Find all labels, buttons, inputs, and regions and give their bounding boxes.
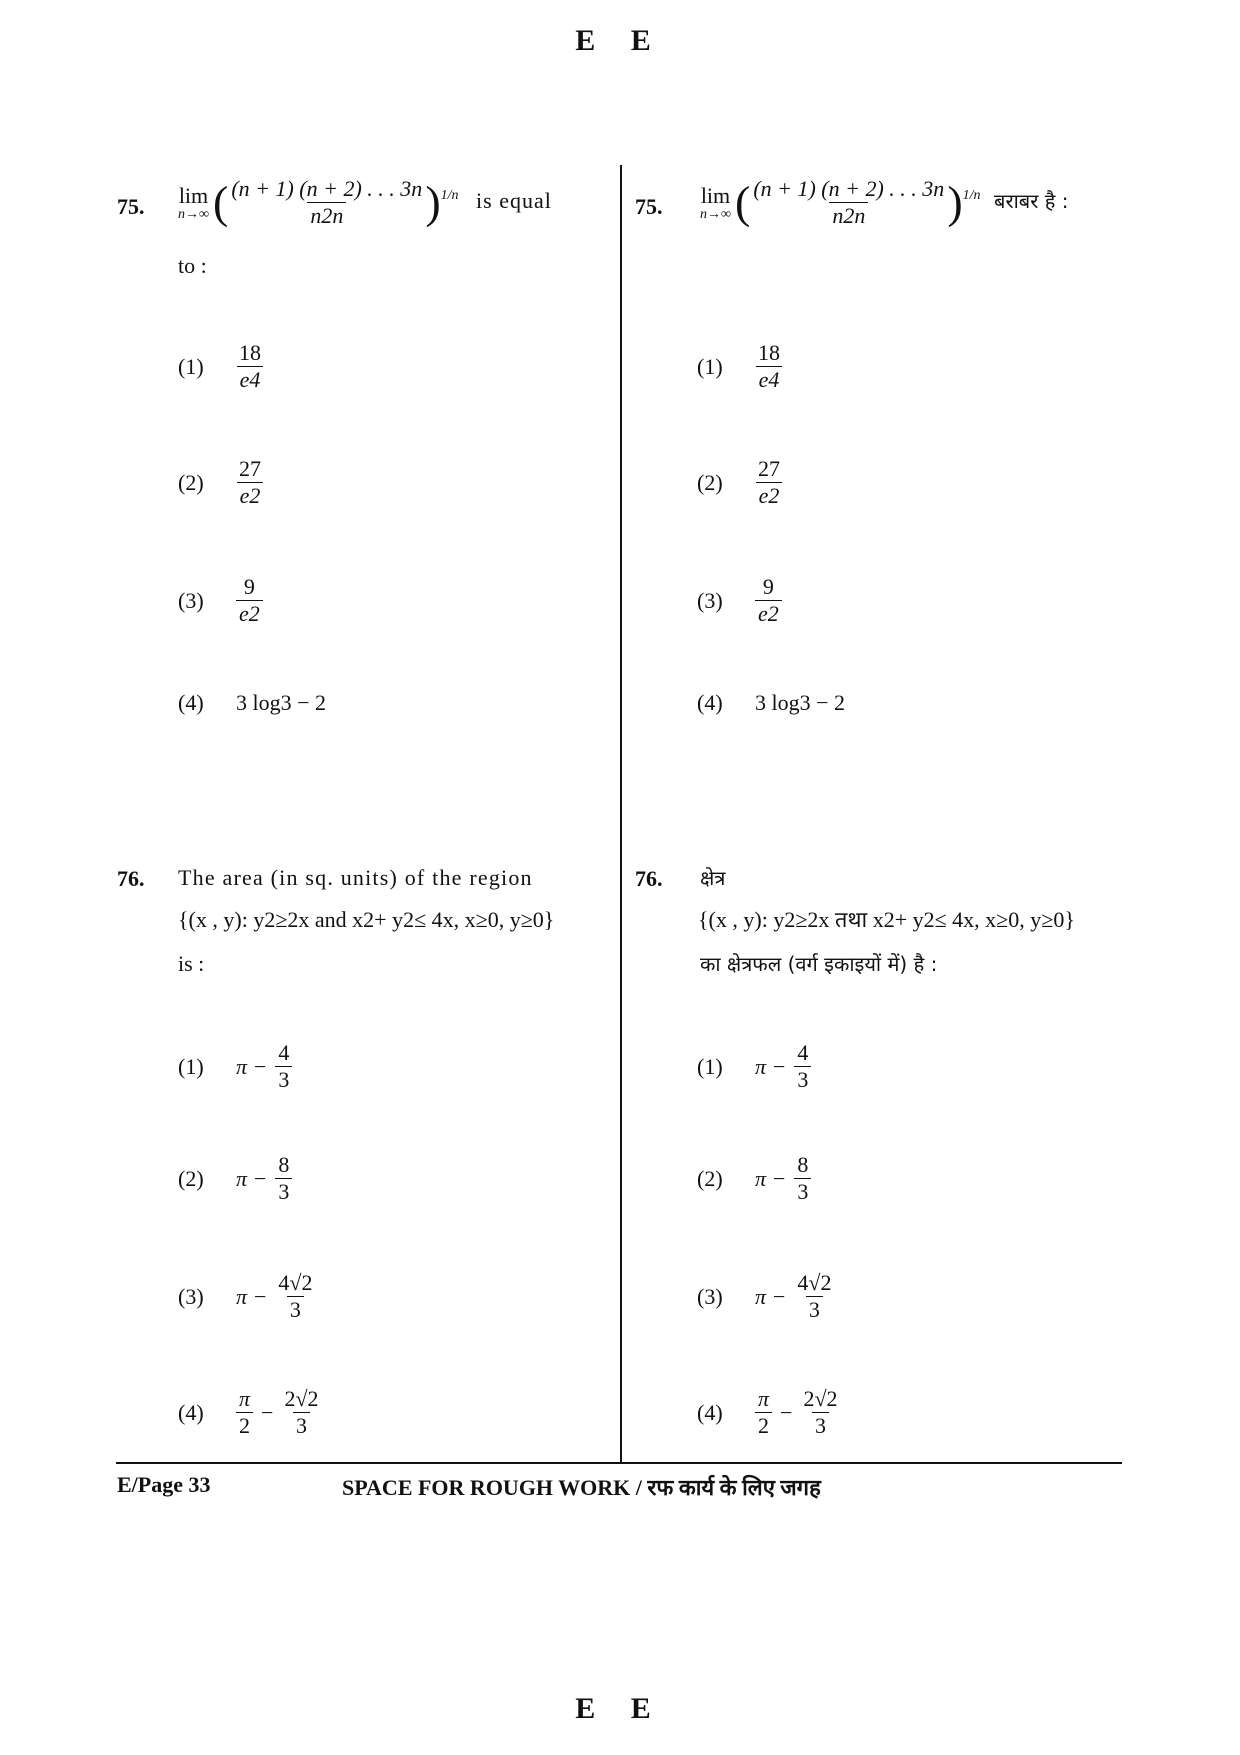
q75-stem-hi: lim n→∞ ( $\frac{(n + 1) (n + 2) . . . 3n}{n2n}$ )$^{1/n}$ बराबर है : xyxy=(700,176,1069,228)
q76-option-2-en[interactable]: (2) π − $\frac{8}{3}$ xyxy=(178,1152,292,1205)
q76-stem-en-line1: The area (in sq. units) of the region xyxy=(178,865,533,890)
page-number: E/Page 33 xyxy=(117,1472,211,1497)
q75-option-1-hi[interactable]: (1) $\frac{18}{e4}$ xyxy=(697,340,783,393)
limit-fraction: $\frac{(n + 1) (n + 2) . . . 3n}{n2n}$ xyxy=(231,176,423,228)
q75-stem-en-cont: to : xyxy=(178,253,207,278)
q75-option-3-en[interactable]: (3) $\frac{9}{e2}$ xyxy=(178,574,263,627)
q75-option-3-hi[interactable]: (3) $\frac{9}{e2}$ xyxy=(697,574,782,627)
q75-option-4-hi[interactable]: (4) 3 log3 − 2 xyxy=(697,690,846,715)
q76-option-1-en[interactable]: (1) π − $\frac{4}{3}$ xyxy=(178,1040,292,1093)
limit-operator: lim n→∞ xyxy=(178,182,209,222)
q76-stem-hi-line1: क्षेत्र xyxy=(700,866,726,890)
q75-option-4-en[interactable]: (4) 3 log3 − 2 xyxy=(178,690,327,715)
q76-number-en: 76. xyxy=(117,866,145,891)
q76-stem-hi-line3: का क्षेत्रफल (वर्ग इकाइयों में) है : xyxy=(700,952,938,976)
q75-option-2-hi[interactable]: (2) $\frac{27}{e2}$ xyxy=(697,456,783,509)
q75-stem-en: lim n→∞ ( $\frac{(n + 1) (n + 2) . . . 3n}{n2n}$ )$^{1/n}$ is equal xyxy=(178,176,552,228)
q75-number-en: 75. xyxy=(117,194,145,219)
q76-option-1-hi[interactable]: (1) π − $\frac{4}{3}$ xyxy=(697,1040,811,1093)
q75-number-hi: 75. xyxy=(635,194,663,219)
column-divider xyxy=(620,165,622,1463)
q76-option-4-en[interactable]: (4) $\frac{\pi}{2}$ − $\frac{2√2}{3}$ xyxy=(178,1386,319,1438)
q76-set-en: {(x , y): y2≥2x and x2+ y2≤ 4x, x≥0, y≥0} xyxy=(178,907,555,932)
q76-number-hi: 76. xyxy=(635,866,663,891)
q76-stem-en-line3: is : xyxy=(178,951,205,976)
rough-work-label: SPACE FOR ROUGH WORK / रफ कार्य के लिए जगह xyxy=(342,1475,821,1500)
footer-rule xyxy=(116,1462,1122,1464)
footer-code: E E xyxy=(575,1692,665,1725)
q76-option-2-hi[interactable]: (2) π − $\frac{8}{3}$ xyxy=(697,1152,811,1205)
q75-option-1-en[interactable]: (1) $\frac{18}{e4}$ xyxy=(178,340,264,393)
q76-option-4-hi[interactable]: (4) $\frac{\pi}{2}$ − $\frac{2√2}{3}$ xyxy=(697,1386,838,1438)
q76-option-3-en[interactable]: (3) π − $\frac{4√2}{3}$ xyxy=(178,1270,313,1322)
q76-set-hi: {(x , y): y2≥2x तथा x2+ y2≤ 4x, x≥0, y≥0} xyxy=(698,907,1075,932)
q75-option-2-en[interactable]: (2) $\frac{27}{e2}$ xyxy=(178,456,264,509)
q76-option-3-hi[interactable]: (3) π − $\frac{4√2}{3}$ xyxy=(697,1270,832,1322)
header-code: E E xyxy=(575,24,665,57)
